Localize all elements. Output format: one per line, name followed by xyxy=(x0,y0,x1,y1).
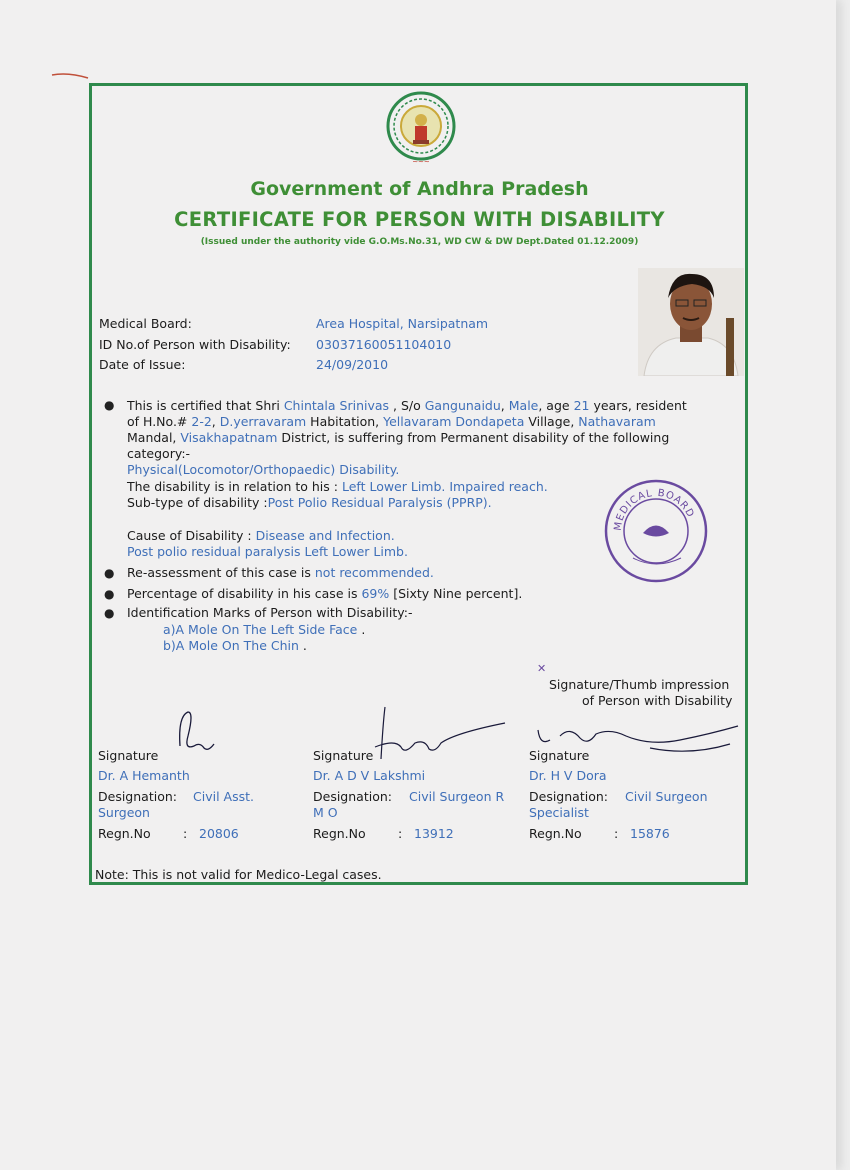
signature-label-1: Signature xyxy=(98,748,159,763)
percentage-line xyxy=(127,586,522,601)
percentage-value: 69% xyxy=(361,586,390,601)
regn-value-2: 13912 xyxy=(414,826,454,841)
medical-board-stamp xyxy=(603,478,709,584)
signature-scribble-1 xyxy=(170,706,220,756)
regn-label-2: Regn.No xyxy=(313,826,366,841)
thumb-impression-line-1: Signature/Thumb impression xyxy=(549,677,730,692)
relation-line xyxy=(127,479,548,494)
designation-label-2: Designation: xyxy=(313,789,392,804)
designation-value-2b: M O xyxy=(313,805,338,820)
bullet-icon: ● xyxy=(104,398,115,412)
regn-value-3: 15876 xyxy=(630,826,670,841)
text: Village, xyxy=(524,414,579,429)
doctor-name-1: Dr. A Hemanth xyxy=(98,768,190,783)
signature-label-3: Signature xyxy=(529,748,590,763)
text: Percentage of disability in his case is xyxy=(127,586,362,601)
government-heading: Government of Andhra Pradesh xyxy=(250,178,589,200)
text: Mandal, xyxy=(127,430,181,445)
text: Re-assessment of this case is xyxy=(127,565,315,580)
certification-line-2 xyxy=(127,414,656,429)
svg-text:MEDICAL BOARD: MEDICAL BOARD xyxy=(612,487,697,532)
id-value: 03037160051104010 xyxy=(316,337,452,352)
text: , xyxy=(500,398,509,413)
text: , S/o xyxy=(389,398,425,413)
signature-label-2: Signature xyxy=(313,748,374,763)
designation-label-3: Designation: xyxy=(529,789,608,804)
text: . xyxy=(298,638,307,653)
certification-line-3 xyxy=(127,430,669,445)
text: Cause of Disability : xyxy=(127,528,256,543)
certificate-title: CERTIFICATE FOR PERSON WITH DISABILITY xyxy=(174,208,665,231)
designation-value-3b: Specialist xyxy=(529,805,589,820)
relation-value: Left Lower Limb. Impaired reach. xyxy=(341,479,548,494)
svg-text:~~~: ~~~ xyxy=(412,158,430,166)
subtype-value: Post Polio Residual Paralysis (PPRP). xyxy=(267,495,492,510)
ink-mark xyxy=(50,70,92,82)
state-emblem-icon xyxy=(385,90,457,170)
mark-b-text: b)A Mole On The Chin xyxy=(163,638,299,653)
mark-b xyxy=(163,638,307,653)
person-photo xyxy=(638,268,744,376)
disability-category: Physical(Locomotor/Orthopaedic) Disability. xyxy=(127,462,400,477)
thumb-mark-icon: ✕ xyxy=(537,662,547,675)
id-label: ID No.of Person with Disability: xyxy=(99,337,291,352)
mandal: Nathavaram xyxy=(578,414,656,429)
thumb-impression-line-2: of Person with Disability xyxy=(582,693,733,708)
designation-label-1: Designation: xyxy=(98,789,177,804)
habitation: D.yerravaram xyxy=(219,414,307,429)
regn-colon-3: : xyxy=(614,826,619,841)
text: Sub-type of disability : xyxy=(127,495,268,510)
date-label: Date of Issue: xyxy=(99,357,186,372)
bullet-icon: ● xyxy=(104,566,115,580)
regn-colon-1: : xyxy=(183,826,188,841)
cause-line xyxy=(127,528,395,543)
designation-value-1a: Civil Asst. xyxy=(193,789,254,804)
designation-value-2a: Civil Surgeon R xyxy=(409,789,505,804)
reassessment-line xyxy=(127,565,434,580)
cause-detail: Post polio residual paralysis Left Lower Limb. xyxy=(127,544,408,559)
house-number: 2-2 xyxy=(191,414,212,429)
regn-label-1: Regn.No xyxy=(98,826,151,841)
cause-value: Disease and Infection. xyxy=(255,528,395,543)
mark-a-text: a)A Mole On The Left Side Face xyxy=(163,622,358,637)
regn-label-3: Regn.No xyxy=(529,826,582,841)
text: District, is suffering from Permanent disability of the following xyxy=(277,430,670,445)
district: Visakhapatnam xyxy=(180,430,278,445)
regn-colon-2: : xyxy=(398,826,403,841)
designation-value-1b: Surgeon xyxy=(98,805,150,820)
text: of H.No.# xyxy=(127,414,192,429)
text: Habitation, xyxy=(306,414,384,429)
text: , xyxy=(211,414,220,429)
father-name: Gangunaidu xyxy=(424,398,501,413)
gender: Male xyxy=(508,398,539,413)
text: years, resident xyxy=(589,398,687,413)
text: , age xyxy=(538,398,574,413)
identification-marks-label: Identification Marks of Person with Disability:- xyxy=(127,605,413,620)
medical-board-label: Medical Board: xyxy=(99,316,192,331)
text: [Sixty Nine percent]. xyxy=(389,586,523,601)
text: . xyxy=(357,622,366,637)
subtype-line xyxy=(127,495,492,510)
village: Yellavaram Dondapeta xyxy=(383,414,525,429)
date-value: 24/09/2010 xyxy=(316,357,389,372)
designation-value-3a: Civil Surgeon xyxy=(625,789,708,804)
text: This is certified that Shri xyxy=(127,398,284,413)
certification-line-1 xyxy=(127,398,687,413)
medical-board-value: Area Hospital, Narsipatnam xyxy=(316,316,489,331)
regn-value-1: 20806 xyxy=(199,826,239,841)
mark-a xyxy=(163,622,365,637)
reassessment-value: not recommended. xyxy=(314,565,434,580)
doctor-name-2: Dr. A D V Lakshmi xyxy=(313,768,426,783)
person-name: Chintala Srinivas xyxy=(283,398,390,413)
issued-under-text: (Issued under the authority vide G.O.Ms.No.31, WD CW & DW Dept.Dated 01.12.2009) xyxy=(200,237,639,247)
age: 21 xyxy=(573,398,590,413)
footer-note: Note: This is not valid for Medico-Legal cases. xyxy=(95,867,382,882)
doctor-name-3: Dr. H V Dora xyxy=(529,768,607,783)
bullet-icon: ● xyxy=(104,587,115,601)
bullet-icon: ● xyxy=(104,606,115,620)
text: The disability is in relation to his : xyxy=(127,479,342,494)
category-label: category:- xyxy=(127,446,191,461)
